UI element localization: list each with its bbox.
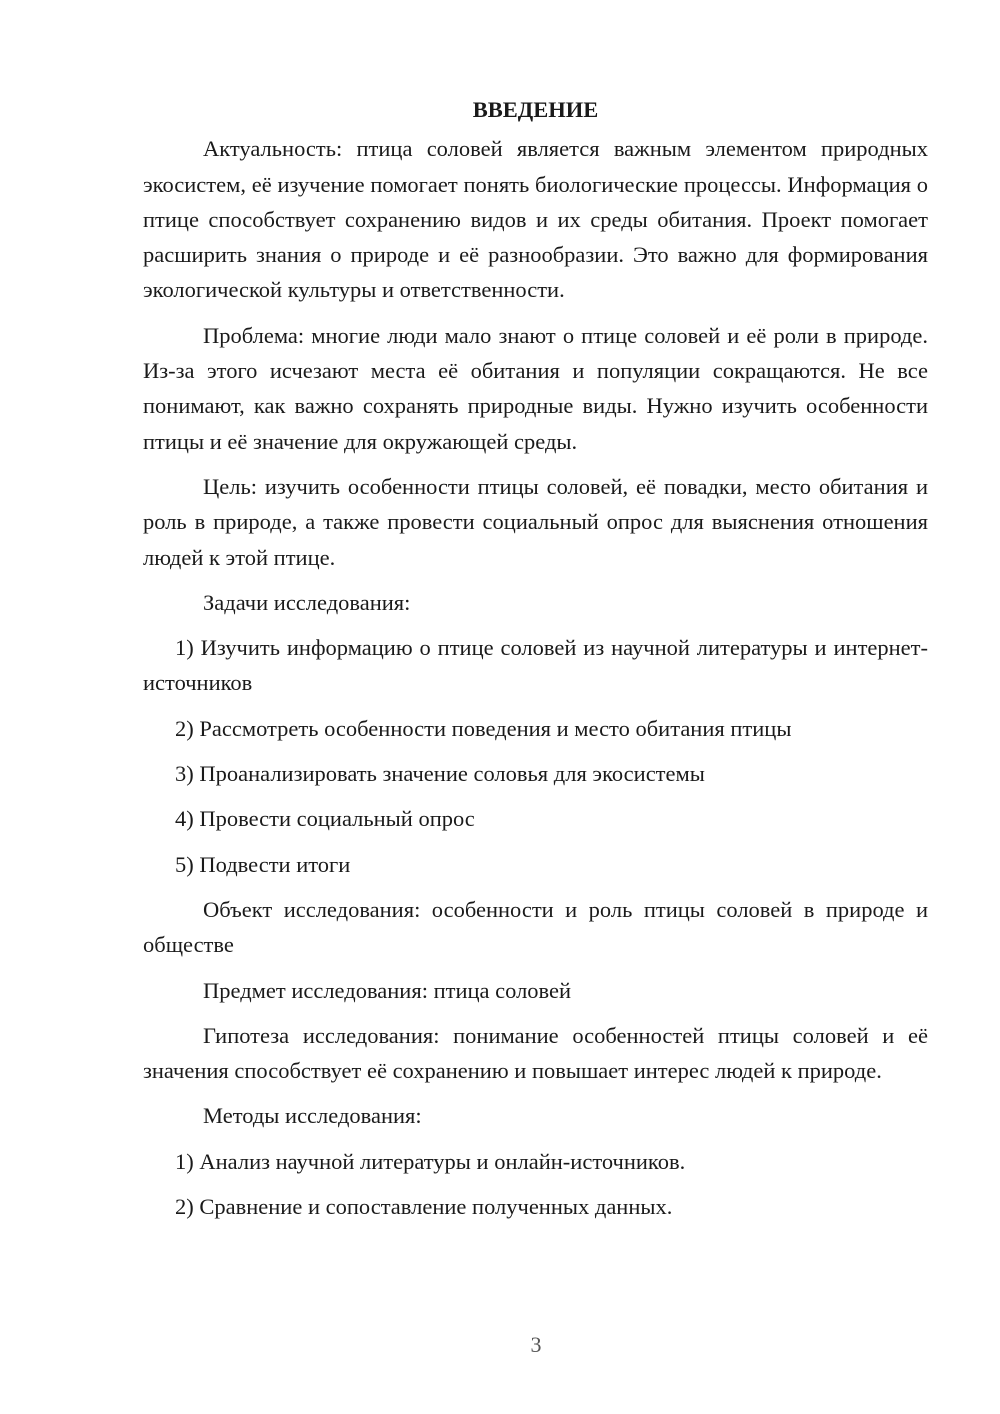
task-item-2: 2) Рассмотреть особенности поведения и место обитания птицы (175, 715, 792, 741)
tasks-heading: Задачи исследования: (203, 589, 411, 615)
hypothesis-paragraph: Гипотеза исследования: понимание особенностей птицы соловей и её значения способствует её сохранению и повышает интерес людей к природе. (143, 1022, 928, 1084)
methods-heading: Методы исследования: (203, 1103, 422, 1129)
method-item-2: 2) Сравнение и сопоставление полученных данных. (175, 1194, 673, 1220)
problem-paragraph: Проблема: многие люди мало знают о птице соловей и её роли в природе. Из-за этого исчезают места её обитания и популяции сокращаются. Не все понимают, как важно сохранять природные виды. Нужно изучить особенности птицы и её значение для окружающей среды. (143, 322, 928, 454)
page-number: 3 (530, 1332, 542, 1357)
document-page (143, 92, 928, 1234)
method-item-1: 1) Анализ научной литературы и онлайн-источников. (175, 1148, 686, 1174)
task-item-3: 3) Проанализировать значение соловья для экосистемы (175, 761, 705, 787)
section-title: ВВЕДЕНИЕ (472, 97, 599, 122)
task-item-1: 1) Изучить информацию о птице соловей из научной литературы и интернет-источников (143, 635, 928, 696)
relevance-paragraph: Актуальность: птица соловей является важным элементом природных экосистем, её изучение помогает понять биологические процессы. Информация о птице способствует сохранению видов и их среды обитания. Проект помогает расширить знания о природе и её разнообразии. Это важно для формирования экологической культуры и ответственности. (143, 136, 928, 303)
task-item-5: 5) Подвести итоги (175, 851, 351, 877)
object-paragraph: Объект исследования: особенности и роль птицы соловей в природе и обществе (143, 896, 928, 958)
goal-paragraph: Цель: изучить особенности птицы соловей, её повадки, место обитания и роль в природе, а также провести социальный опрос для выяснения отношения людей к этой птице. (143, 473, 928, 570)
subject-paragraph: Предмет исследования: птица соловей (203, 977, 572, 1003)
task-item-4: 4) Провести социальный опрос (175, 806, 475, 832)
